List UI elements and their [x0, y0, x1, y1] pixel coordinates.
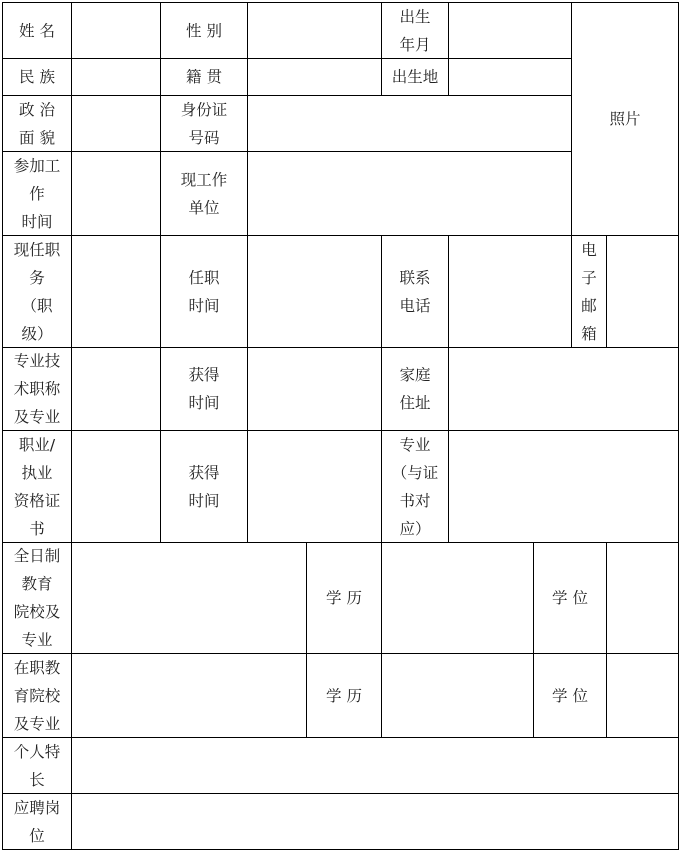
fulltime-education-label: 全日制 教育 院校及 专业 [13, 547, 61, 649]
political-status-label: 政 治 面 貌 [19, 100, 55, 147]
fulltime-degree-level-label: 学 历 [326, 589, 362, 607]
inservice-degree-label: 学 位 [552, 686, 588, 705]
ethnicity-field[interactable] [72, 59, 160, 95]
current-employer-field[interactable] [248, 152, 571, 235]
email-field[interactable] [607, 236, 678, 347]
title-obtained-time-field[interactable] [248, 348, 381, 430]
fulltime-degree-field[interactable] [607, 543, 678, 653]
title-obtained-time-label: 获得 时间 [188, 366, 220, 412]
professional-title-label: 专业技 术职称 及专业 [13, 352, 61, 426]
name-label: 姓 名 [19, 21, 55, 40]
qualification-cert-field[interactable] [72, 431, 160, 542]
photo-label: 照片 [609, 110, 641, 128]
native-place-field[interactable] [248, 59, 381, 95]
specialties-label: 个人特 长 [13, 742, 61, 789]
native-place-label: 籍 贯 [186, 68, 222, 86]
id-number-label: 身份证 号码 [180, 100, 228, 147]
fulltime-degree-label: 学 位 [552, 589, 588, 607]
birth-date-label: 出生 年月 [399, 7, 431, 54]
work-start-label: 参加工 作 时间 [13, 156, 61, 231]
qualification-cert-label: 职业/ 执业 资格证 书 [13, 435, 61, 538]
phone-field[interactable] [449, 236, 571, 347]
current-employer-label: 现工作 单位 [180, 170, 228, 217]
birth-date-field[interactable] [449, 3, 571, 58]
political-status-field[interactable] [72, 96, 160, 151]
inservice-degree-level-field[interactable] [382, 654, 533, 737]
birthplace-label: 出生地 [391, 68, 439, 86]
email-label: 电 子 邮 箱 [581, 240, 597, 343]
appointment-time-field[interactable] [248, 236, 381, 347]
cert-major-field[interactable] [449, 431, 678, 542]
name-field[interactable] [72, 3, 160, 58]
specialties-field[interactable] [72, 738, 678, 793]
cert-obtained-time-field[interactable] [248, 431, 381, 542]
id-number-field[interactable] [248, 96, 571, 151]
fulltime-degree-level-field[interactable] [382, 543, 533, 653]
phone-label: 联系 电话 [399, 268, 431, 315]
appointment-time-label: 任职 时间 [188, 268, 220, 315]
cert-major-label: 专业 （与证 书对 应） [391, 435, 439, 538]
inservice-degree-field[interactable] [607, 654, 678, 737]
fulltime-education-field[interactable] [72, 543, 306, 653]
rule [678, 2, 679, 850]
current-position-field[interactable] [72, 236, 160, 347]
rule [2, 849, 678, 850]
work-start-field[interactable] [72, 152, 160, 235]
professional-title-field[interactable] [72, 348, 160, 430]
inservice-education-field[interactable] [72, 654, 306, 737]
applied-position-field[interactable] [72, 794, 678, 849]
inservice-education-label: 在职教 育院校 及专业 [13, 658, 61, 733]
birthplace-field[interactable] [449, 59, 571, 95]
current-position-label: 现任职 务 （职 级） [13, 240, 61, 343]
applied-position-label: 应聘岗 位 [13, 798, 61, 845]
home-address-label: 家庭 住址 [399, 366, 431, 412]
home-address-field[interactable] [449, 348, 678, 430]
gender-label: 性 别 [186, 21, 222, 40]
ethnicity-label: 民 族 [19, 68, 55, 86]
inservice-degree-level-label: 学 历 [326, 686, 362, 705]
cert-obtained-time-label: 获得 时间 [188, 463, 220, 510]
gender-field[interactable] [248, 3, 381, 58]
